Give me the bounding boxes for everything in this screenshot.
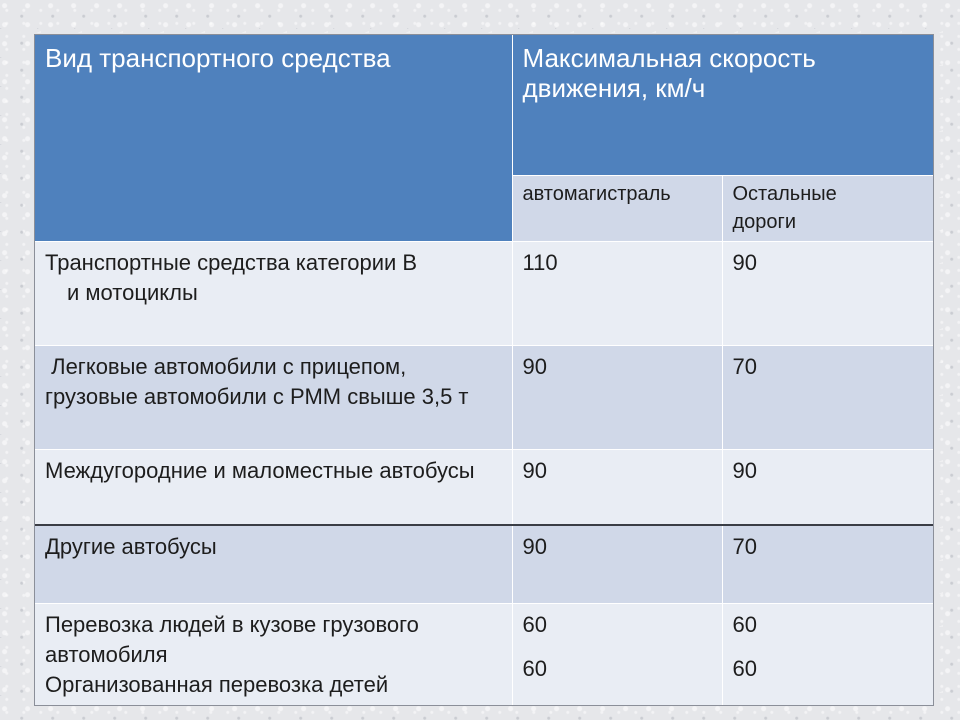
motorway-speed-cell: 110: [512, 241, 722, 345]
table-row: [35, 603, 934, 706]
speed-table: [35, 35, 934, 706]
vehicle-type-cell: [35, 603, 512, 706]
speed-limits-table: [34, 34, 934, 706]
other-roads-speed-cell: [722, 603, 934, 706]
header-other-roads: [722, 175, 934, 241]
other-roads-speed-cell: 70: [722, 525, 934, 603]
table-row: [35, 525, 934, 603]
other-roads-speed-a: 60: [732, 611, 757, 637]
vehicle-type-cell: Междугородние и маломестные автобусы: [35, 449, 512, 525]
motorway-speed-cell: 90: [512, 525, 722, 603]
motorway-speed-a: 60: [522, 611, 547, 637]
vehicle-type-line2: и мотоциклы: [67, 279, 198, 305]
vehicle-type-text-a: Перевозка людей в кузове грузового автомобиля: [45, 611, 419, 667]
header-motorway: автомагистраль: [512, 175, 722, 241]
header-other-roads-line2: дороги: [732, 210, 797, 233]
other-roads-speed-cell: 90: [722, 241, 934, 345]
vehicle-type-text-b: Организованная перевозка детей: [45, 671, 389, 697]
header-max-speed: Максимальная скорость движения, км/ч: [512, 35, 934, 175]
motorway-speed-b: 60: [522, 655, 547, 681]
table-row: [35, 241, 934, 345]
vehicle-type-line1: Транспортные средства категории В: [45, 249, 418, 275]
table-row: [35, 449, 934, 525]
header-vehicle-type: Вид транспортного средства: [35, 35, 512, 241]
motorway-speed-cell: [512, 603, 722, 706]
header-other-roads-line1: Остальные: [732, 182, 837, 205]
vehicle-type-cell: [35, 241, 512, 345]
motorway-speed-cell: 90: [512, 449, 722, 525]
table-row: [35, 345, 934, 449]
vehicle-type-cell: Легковые автомобили с прицепом, грузовые автомобили с РММ свыше 3,5 т: [35, 345, 512, 449]
motorway-speed-cell: 90: [512, 345, 722, 449]
other-roads-speed-cell: 70: [722, 345, 934, 449]
other-roads-speed-b: 60: [732, 655, 757, 681]
vehicle-type-cell: Другие автобусы: [35, 525, 512, 603]
other-roads-speed-cell: 90: [722, 449, 934, 525]
